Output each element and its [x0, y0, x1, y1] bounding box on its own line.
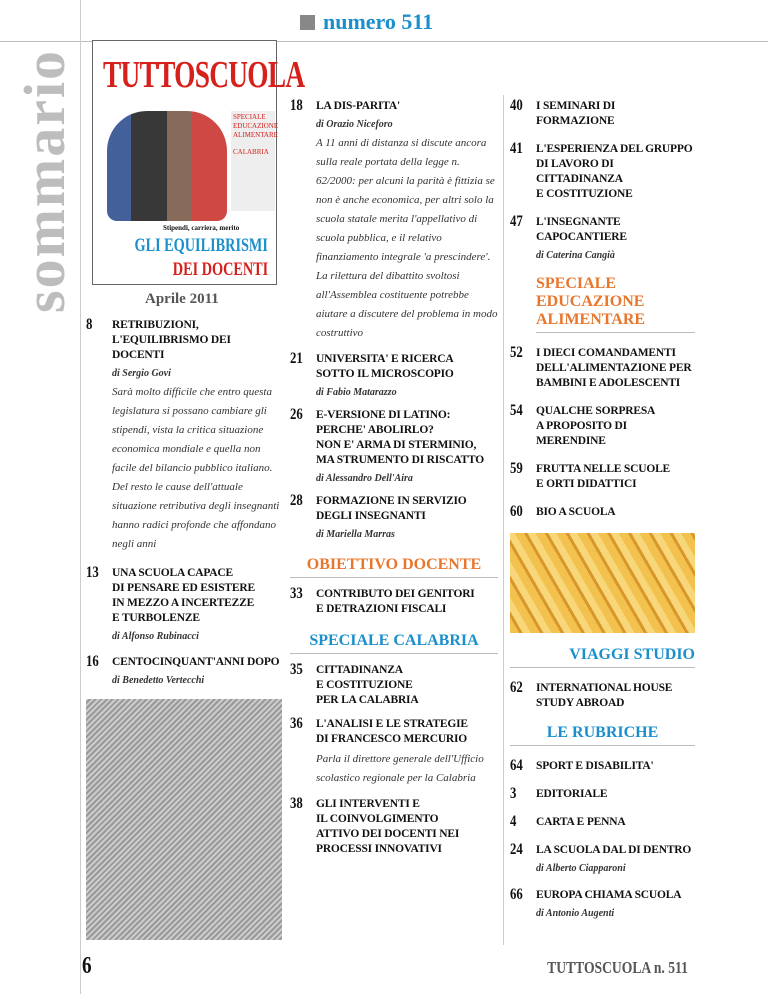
section-obiettivo-docente: OBIETTIVO DOCENTE	[290, 556, 498, 578]
entry-title: CARTA E PENNA	[536, 816, 626, 828]
entry-author: di Benedetto Vertecchi	[112, 675, 205, 686]
column-rule	[503, 95, 504, 945]
entry-title: CONTRIBUTO DEI GENITORI E DETRAZIONI FISCALI	[316, 588, 475, 615]
engraving-image	[86, 699, 282, 940]
cover-speciale: SPECIALE	[233, 113, 266, 121]
section-speciale-alimentare: SPECIALE EDUCAZIONE ALIMENTARE	[536, 275, 695, 333]
entry-title: FORMAZIONE IN SERVIZIO DEGLI INSEGNANTI	[316, 495, 467, 522]
entry-description: Sarà molto difficile che entro questa legislatura si possano cambiare gli stipendi, vista la critica situazione economica mondiale e quella non facile del bilancio pubblico italiano. Del resto le cause dell'attuale situazione retributiva degli insegnanti hanno radici profonde che affondano negli anni	[112, 386, 280, 550]
entry-page-number: 33	[290, 585, 303, 602]
cover-speciale-topic: EDUCAZIONE ALIMENTARE	[233, 122, 279, 139]
entry-title: L'ESPERIENZA DEL GRUPPO DI LAVORO DI CITTADINANZA E COSTITUZIONE	[536, 143, 693, 200]
entry-page-number: 47	[510, 213, 523, 230]
issue-number-text: numero 511	[323, 9, 434, 34]
entry-title: SPORT E DISABILITA'	[536, 760, 654, 772]
entry-author: di Caterina Cangià	[536, 250, 615, 261]
entry-page-number: 62	[510, 679, 523, 696]
toc-entry[interactable]	[86, 318, 282, 554]
entry-title: CENTOCINQUANT'ANNI DOPO	[112, 656, 280, 668]
cover-headline-2: DEI DOCENTI	[172, 259, 268, 280]
toc-entry[interactable]	[290, 587, 498, 617]
toc-entry[interactable]	[290, 717, 498, 788]
entry-title: QUALCHE SORPRESA A PROPOSITO DI MERENDINE	[536, 405, 656, 447]
entry-page-number: 54	[510, 402, 523, 419]
toc-entry[interactable]	[290, 797, 498, 857]
toc-entry[interactable]	[510, 843, 695, 875]
entry-page-number: 21	[290, 350, 303, 367]
entry-page-number: 40	[510, 97, 523, 114]
middle-column	[290, 99, 498, 857]
section-speciale-calabria: SPECIALE CALABRIA	[290, 632, 498, 654]
entry-title: EUROPA CHIAMA SCUOLA	[536, 889, 682, 901]
entry-page-number: 18	[290, 97, 303, 114]
entry-title: FRUTTA NELLE SCUOLE E ORTI DIDATTICI	[536, 463, 671, 490]
toc-entry[interactable]	[510, 346, 695, 391]
pasta-image	[510, 533, 695, 633]
cover-subtitle: Stipendi, carriera, merito	[163, 224, 240, 232]
cover-headline-1: GLI EQUILIBRISMI	[134, 235, 268, 256]
entry-page-number: 26	[290, 406, 303, 423]
entry-page-number: 3	[510, 785, 517, 802]
entry-page-number: 38	[290, 795, 303, 812]
toc-entry[interactable]	[510, 142, 695, 202]
entry-page-number: 59	[510, 460, 523, 477]
entry-title: I SEMINARI DI FORMAZIONE	[536, 100, 616, 127]
right-column	[510, 99, 695, 920]
entry-description: Parla il direttore generale dell'Ufficio scolastico regionale per la Calabria	[316, 753, 484, 784]
entry-title: LA DIS-PARITA'	[316, 100, 400, 112]
cover-calabria: CALABRIA	[233, 148, 269, 156]
entry-page-number: 64	[510, 757, 523, 774]
entry-author: di Sergio Govi	[112, 368, 171, 379]
entry-title: L'INSEGNANTE CAPOCANTIERE	[536, 216, 627, 243]
entry-title: GLI INTERVENTI E IL COINVOLGIMENTO ATTIVO DEI DOCENTI NEI PROCESSI INNOVATIVI	[316, 798, 460, 855]
cover-speciale-box	[231, 111, 279, 211]
toc-entry[interactable]	[290, 352, 498, 399]
toc-entry[interactable]	[510, 462, 695, 492]
section-viaggi-studio: VIAGGI STUDIO	[510, 646, 695, 668]
toc-entry[interactable]	[290, 99, 498, 343]
entry-title: RETRIBUZIONI, L'EQUILIBRISMO DEI DOCENTI	[112, 319, 231, 361]
entry-page-number: 52	[510, 344, 523, 361]
entry-author: di Mariella Marras	[316, 529, 395, 540]
entry-author: di Alessandro Dell'Aira	[316, 473, 413, 484]
square-icon	[300, 15, 315, 30]
entry-page-number: 60	[510, 503, 523, 520]
toc-entry[interactable]	[510, 681, 695, 711]
section-label: sommario	[12, 48, 77, 313]
page-number: 6	[82, 953, 92, 979]
entry-page-number: 24	[510, 841, 523, 858]
entry-author: di Alberto Ciapparoni	[536, 863, 626, 874]
toc-entry[interactable]	[510, 815, 695, 830]
toc-entry[interactable]	[510, 759, 695, 774]
entry-title: BIO A SCUOLA	[536, 506, 616, 518]
toc-entry[interactable]	[510, 404, 695, 449]
toc-entry[interactable]	[510, 787, 695, 802]
entry-title: INTERNATIONAL HOUSE STUDY ABROAD	[536, 682, 673, 709]
issue-number	[300, 9, 433, 35]
entry-title: EDITORIALE	[536, 788, 608, 800]
left-column	[86, 318, 282, 940]
entry-title: CITTADINANZA E COSTITUZIONE PER LA CALABRIA	[316, 664, 419, 706]
toc-entry[interactable]	[510, 888, 695, 920]
entry-title: UNA SCUOLA CAPACE DI PENSARE ED ESISTERE IN MEZZO A INCERTEZZE E TURBOLENZE	[112, 567, 255, 624]
entry-page-number: 66	[510, 886, 523, 903]
issue-date: Aprile 2011	[145, 291, 219, 307]
entry-page-number: 35	[290, 661, 303, 678]
entry-title: I DIECI COMANDAMENTI DELL'ALIMENTAZIONE PER BAMBINI E ADOLESCENTI	[536, 347, 692, 389]
cover-photo	[107, 111, 227, 221]
section-le-rubriche: LE RUBRICHE	[510, 724, 695, 746]
footer-title: TUTTOSCUOLA n. 511	[547, 958, 688, 977]
toc-entry[interactable]	[510, 505, 695, 520]
toc-entry[interactable]	[290, 494, 498, 541]
toc-entry[interactable]	[290, 408, 498, 485]
entry-title: L'ANALISI E LE STRATEGIE DI FRANCESCO MERCURIO	[316, 718, 468, 745]
toc-entry[interactable]	[510, 215, 695, 262]
toc-entry[interactable]	[86, 566, 282, 643]
entry-title: E-VERSIONE DI LATINO: PERCHE' ABOLIRLO? NON E' ARMA DI STERMINIO, MA STRUMENTO DI RISCATTO	[316, 409, 485, 466]
entry-page-number: 13	[86, 564, 99, 581]
entry-page-number: 8	[86, 316, 93, 333]
entry-page-number: 41	[510, 140, 523, 157]
entry-title: LA SCUOLA DAL DI DENTRO	[536, 844, 692, 856]
entry-author: di Fabio Matarazzo	[316, 387, 397, 398]
cover-masthead: TUTTOSCUOLA	[103, 54, 305, 96]
entry-author: di Orazio Niceforo	[316, 119, 393, 130]
entry-author: di Alfonso Rubinacci	[112, 631, 199, 642]
entry-page-number: 28	[290, 492, 303, 509]
entry-page-number: 16	[86, 653, 99, 670]
entry-author: di Antonio Augenti	[536, 908, 615, 919]
toc-entry[interactable]	[510, 99, 695, 129]
entry-page-number: 4	[510, 813, 517, 830]
entry-description: A 11 anni di distanza si discute ancora sulla reale portata della legge n. 62/2000: per alcuni la parità è fittizia se non è anche economica, per altri solo la scuola statale merita l'appellativo di scuola pubblica, e il relativo finanziamento integrale 'a prescindere'. La rilettura del dibattito svoltosi all'Assemblea costituente potrebbe aiutare a discutere del problema in modo costruttivo	[316, 137, 498, 339]
toc-entry[interactable]	[86, 655, 282, 687]
entry-title: UNIVERSITA' E RICERCA SOTTO IL MICROSCOPIO	[316, 353, 454, 380]
toc-entry[interactable]	[290, 663, 498, 708]
left-rule	[80, 0, 81, 994]
entry-page-number: 36	[290, 715, 303, 732]
